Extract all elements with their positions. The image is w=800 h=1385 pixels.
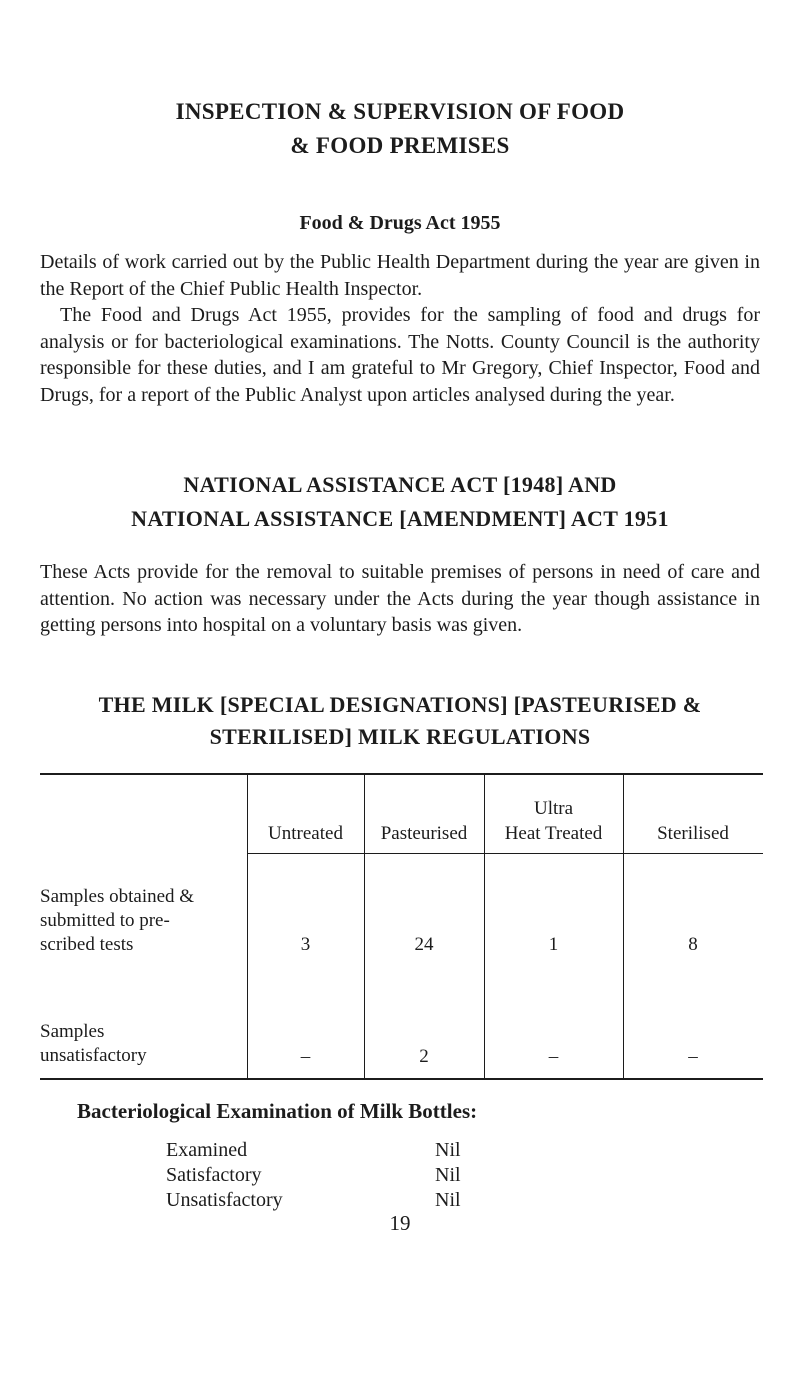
cell-unsatisfactory-untreated: – <box>300 1046 311 1067</box>
column-header-ultra: Ultra <box>533 798 574 819</box>
cell-obtained-ultra: 1 <box>548 934 559 955</box>
table-divider <box>623 775 624 1078</box>
item-value: Nil <box>435 1164 461 1186</box>
bacteriological-list <box>166 1138 566 1213</box>
food-act-paragraph-1: Details of work carried out by the Public Health Department during the year are given in the Report of the Chief Public Health Inspector. <box>40 251 760 300</box>
national-assistance-heading-line1: NATIONAL ASSISTANCE ACT [1948] AND <box>183 472 617 497</box>
cell-obtained-sterilised: 8 <box>688 934 698 955</box>
column-header-heat-treated: Heat Treated <box>504 823 603 844</box>
item-label: Unsatisfactory <box>166 1189 283 1211</box>
table-divider <box>247 775 248 1078</box>
national-assistance-heading-line2: NATIONAL ASSISTANCE [AMENDMENT] ACT 1951 <box>131 506 669 531</box>
item-value: Nil <box>435 1189 461 1211</box>
column-header-untreated: Untreated <box>268 823 343 844</box>
list-item <box>166 1138 566 1163</box>
cell-unsatisfactory-sterilised: – <box>688 1046 698 1067</box>
cell-obtained-pasteurised: 24 <box>414 934 434 955</box>
row-label-line: submitted to pre- <box>40 910 170 931</box>
cell-obtained-untreated: 3 <box>300 934 311 955</box>
row-label-line: scribed tests <box>40 934 134 955</box>
national-assistance-body <box>40 559 760 639</box>
list-item <box>166 1188 566 1213</box>
item-label: Examined <box>166 1139 248 1161</box>
page-title-line2: & FOOD PREMISES <box>290 133 510 158</box>
item-label: Satisfactory <box>166 1164 262 1186</box>
table-divider <box>364 775 365 1078</box>
row-label-line: Samples obtained & <box>40 886 195 907</box>
food-act-paragraph-2: The Food and Drugs Act 1955, provides for the sampling of food and drugs for analysis or for bacteriological examinations. The Notts. County Council is the authority responsible for these duties, and I am grateful to Mr Gregory, Chief Inspector, Food and Drugs, for a report of the Public Analyst upon articles analysed during the year. <box>40 304 760 406</box>
row-label-line: unsatisfactory <box>40 1045 147 1066</box>
column-header-pasteurised: Pasteurised <box>380 823 468 844</box>
table-header-divider <box>247 853 763 854</box>
cell-unsatisfactory-ultra: – <box>548 1046 559 1067</box>
page-number: 19 <box>389 1211 411 1235</box>
milk-samples-table <box>40 773 763 1080</box>
national-assistance-paragraph: These Acts provide for the removal to suitable premises of persons in need of care and attention. No action was necessary under the Acts during the year though assistance in getting persons into hospital on a voluntary basis was given. <box>40 561 760 636</box>
food-act-body <box>40 249 760 408</box>
cell-unsatisfactory-pasteurised: 2 <box>419 1046 429 1067</box>
list-item <box>166 1163 566 1188</box>
bacteriological-heading: Bacteriological Examination of Milk Bottles: <box>77 1099 478 1123</box>
item-value: Nil <box>435 1139 461 1161</box>
row-label-samples-unsatisfactory <box>40 1020 245 1068</box>
column-header-sterilised: Sterilised <box>657 823 729 844</box>
row-label-line: Samples <box>40 1021 105 1042</box>
milk-heading-line2: STERILISED] MILK REGULATIONS <box>209 724 591 749</box>
page-title-line1: INSPECTION & SUPERVISION OF FOOD <box>175 99 625 124</box>
milk-heading-line1: THE MILK [SPECIAL DESIGNATIONS] [PASTEURISED & <box>98 692 702 717</box>
food-act-heading: Food & Drugs Act 1955 <box>299 212 501 234</box>
row-label-samples-obtained <box>40 885 245 957</box>
